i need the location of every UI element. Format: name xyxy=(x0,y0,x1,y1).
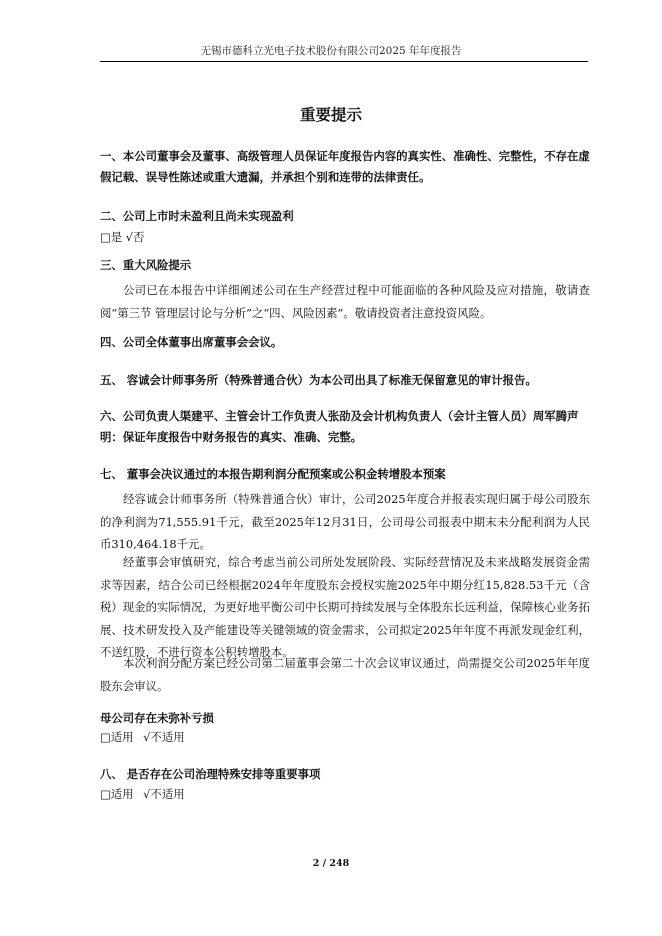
option-applicable-unchecked: □适用 xyxy=(100,730,134,744)
option-no-checked: √否 xyxy=(125,230,145,244)
section-7-paragraph-2: 经董事会审慎研究，综合考虑当前公司所处发展阶段、实际经营情况及未来战略发展资金需求等因素，结合公司已经根据2024年年度股东会授权实施2025年中期分红15,828.53千元（含税）现金的实际情况，为更好地平衡公司中长期可持续发展与全体股东长远利益，保障核心业务拓展、技术研发投入及产能建设等关键领域的资金需求，公司拟定2025年年度不再派发现金红利，不送红股，不进行资本公积转增股本。 xyxy=(100,555,590,659)
section-5-heading: 五、 容诚会计师事务所（特殊普通合伙）为本公司出具了标准无保留意见的审计报告。 xyxy=(100,373,537,387)
uncovered-loss-options xyxy=(100,729,590,745)
section-8-heading: 八、 是否存在公司治理特殊安排等重要事项 xyxy=(100,767,321,781)
section-7-paragraph-3: 本次利润分配方案已经公司第二届董事会第二十次会议审议通过，尚需提交公司2025年年度股东会审议。 xyxy=(100,656,590,693)
option-yes-unchecked: □是 xyxy=(100,230,123,244)
section-6-statement: 六、公司负责人渠建平、主管会计工作负责人张劭及会计机构负责人（会计主管人员）周军腾声明：保证年度报告中财务报告的真实、准确、完整。 xyxy=(100,409,579,444)
page-header: 无锡市德科立光电子技术股份有限公司2025 年年度报告 xyxy=(200,45,462,57)
uncovered-loss-heading: 母公司存在未弥补亏损 xyxy=(100,711,214,725)
page-title: 重要提示 xyxy=(299,105,362,124)
section-3-text: 公司已在本报告中详细阐述公司在生产经营过程中可能面临的各种风险及应对措施，敬请查阅“第三节 管理层讨论与分析”之“四、风险因素”。敬请投资者注意投资风险。 xyxy=(100,283,590,320)
section-7-paragraph-1: 经容诚会计师事务所（特殊普通合伙）审计，公司2025年度合并报表实现归属于母公司股东的净利润为71,555.91千元，截至2025年12月31日，公司母公司报表中期末未分配利润为人民币310,464.18千元。 xyxy=(100,492,590,551)
section-3-heading: 三、重大风险提示 xyxy=(100,258,192,272)
option-not-applicable-checked: √不适用 xyxy=(143,730,185,744)
section-1-statement: 一、本公司董事会及董事、高级管理人员保证年度报告内容的真实性、准确性、完整性，不存在虚假记载、误导性陈述或重大遗漏，并承担个别和连带的法律责任。 xyxy=(100,149,590,184)
header-divider xyxy=(100,61,588,62)
page-number: 2 / 248 xyxy=(312,858,350,869)
section-7-heading: 七、 董事会决议通过的本报告期利润分配预案或公积金转增股本预案 xyxy=(100,467,446,481)
section-4-heading: 四、公司全体董事出席董事会会议。 xyxy=(100,335,283,349)
option-applicable-unchecked: □适用 xyxy=(100,787,134,801)
section-2-heading: 二、公司上市时未盈利且尚未实现盈利 xyxy=(100,209,294,223)
section-8-options xyxy=(100,786,590,802)
section-2-options xyxy=(100,229,590,245)
option-not-applicable-checked: √不适用 xyxy=(143,787,185,801)
